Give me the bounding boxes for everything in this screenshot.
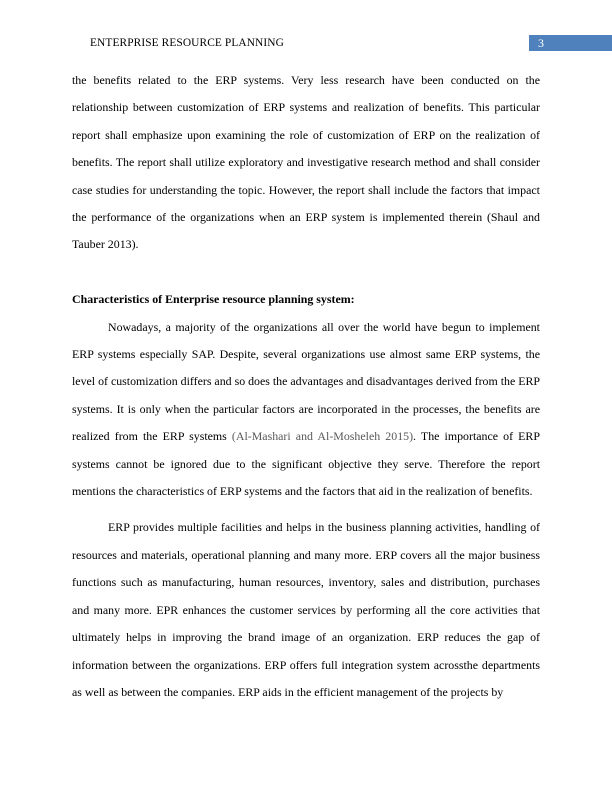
spacer — [72, 259, 540, 286]
section-heading: Characteristics of Enterprise resource planning system: — [72, 292, 355, 307]
paragraph-erp-facilities: ERP provides multiple facilities and helps in the business planning activities, handling of resources and materials, operational planning and many more. ERP covers all the major business functions such as manufacturing, human resources, inventory, sales and distribution, purchases and many more. EPR enhances the customer services by performing all the core activities that ultimately helps in improving the brand image of an organization. ERP reduces the gap of information between the organizations. ERP offers full integration system acrossthe departments as well as between the companies. ERP aids in the efficient management of the projects by — [72, 520, 540, 699]
paragraph-text: . The importance of ERP systems cannot be ignored due to the significant objective they serve. Therefore the report mentions the characteristics of ERP systems and the factors that aid in the realization of benefits. — [72, 429, 540, 499]
page-number: 3 — [529, 35, 612, 51]
document-body — [72, 67, 540, 706]
paragraph-intro: the benefits related to the ERP systems. Very less research have been conducted on the relationship between customization of ERP systems and realization of benefits. This particular report shall emphasize upon examining the role of customization of ERP on the realization of benefits. The report shall utilize exploratory and investigative research method and shall consider case studies for understanding the topic. However, the report shall include the factors that impact the performance of the organizations when an ERP system is implemented therein (Shaul and Tauber 2013). — [72, 73, 540, 252]
paragraph-text: Nowadays, a majority of the organizations all over the world have begun to implement ERP systems especially SAP. Despite, several organizations use almost same ERP systems, the level of customization differs and so does the advantages and disadvantages derived from the ERP systems. It is only when the particular factors are incorporated in the processes, the benefits are realized from the ERP systems — [72, 319, 541, 444]
citation: (Al-Mashari and Al-Mosheleh 2015) — [231, 429, 414, 444]
spacer — [72, 505, 540, 514]
running-header-title: ENTERPRISE RESOURCE PLANNING — [90, 37, 284, 49]
paragraph-characteristics — [72, 314, 540, 506]
